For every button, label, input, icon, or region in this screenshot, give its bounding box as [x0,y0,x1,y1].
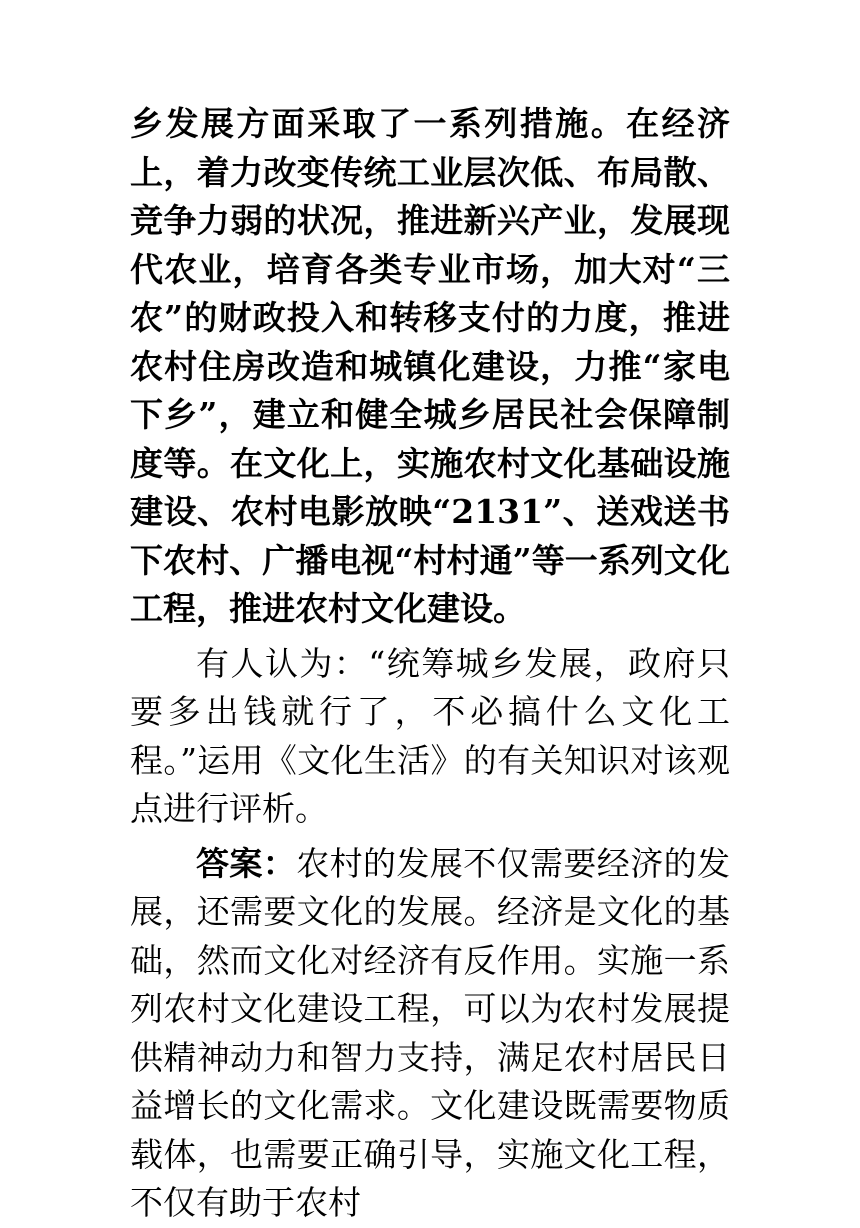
answer-paragraph [130,840,730,1228]
answer-label: 答案： [196,843,297,883]
document-page [130,100,730,1228]
intro-paragraph: 乡发展方面采取了一系列措施。在经济上，着力改变传统工业层次低、布局散、竞争力弱的状况，推进新兴产业，发展现代农业，培育各类专业市场，加大对“三农”的财政投入和转移支付的力度，推进农村住房改造和城镇化建设，力推“家电下乡”，建立和健全城乡居民社会保障制度等。在文化上，实施农村文化基础设施建设、农村电影放映“2131”、送戏送书下农村、广播电视“村村通”等一系列文化工程，推进农村文化建设。 [130,104,730,628]
question-paragraph: 有人认为：“统筹城乡发展，政府只要多出钱就行了，不必搞什么文化工程。”运用《文化生活》的有关知识对该观点进行评析。 [130,643,730,828]
answer-text: 农村的发展不仅需要经济的发展，还需要文化的发展。经济是文化的基础，然而文化对经济有反作用。实施一系列农村文化建设工程，可以为农村发展提供精神动力和智力支持，满足农村居民日益增长的文化需求。文化建设既需要物质载体，也需要正确引导，实施文化工程，不仅有助于农村 [130,843,731,1222]
